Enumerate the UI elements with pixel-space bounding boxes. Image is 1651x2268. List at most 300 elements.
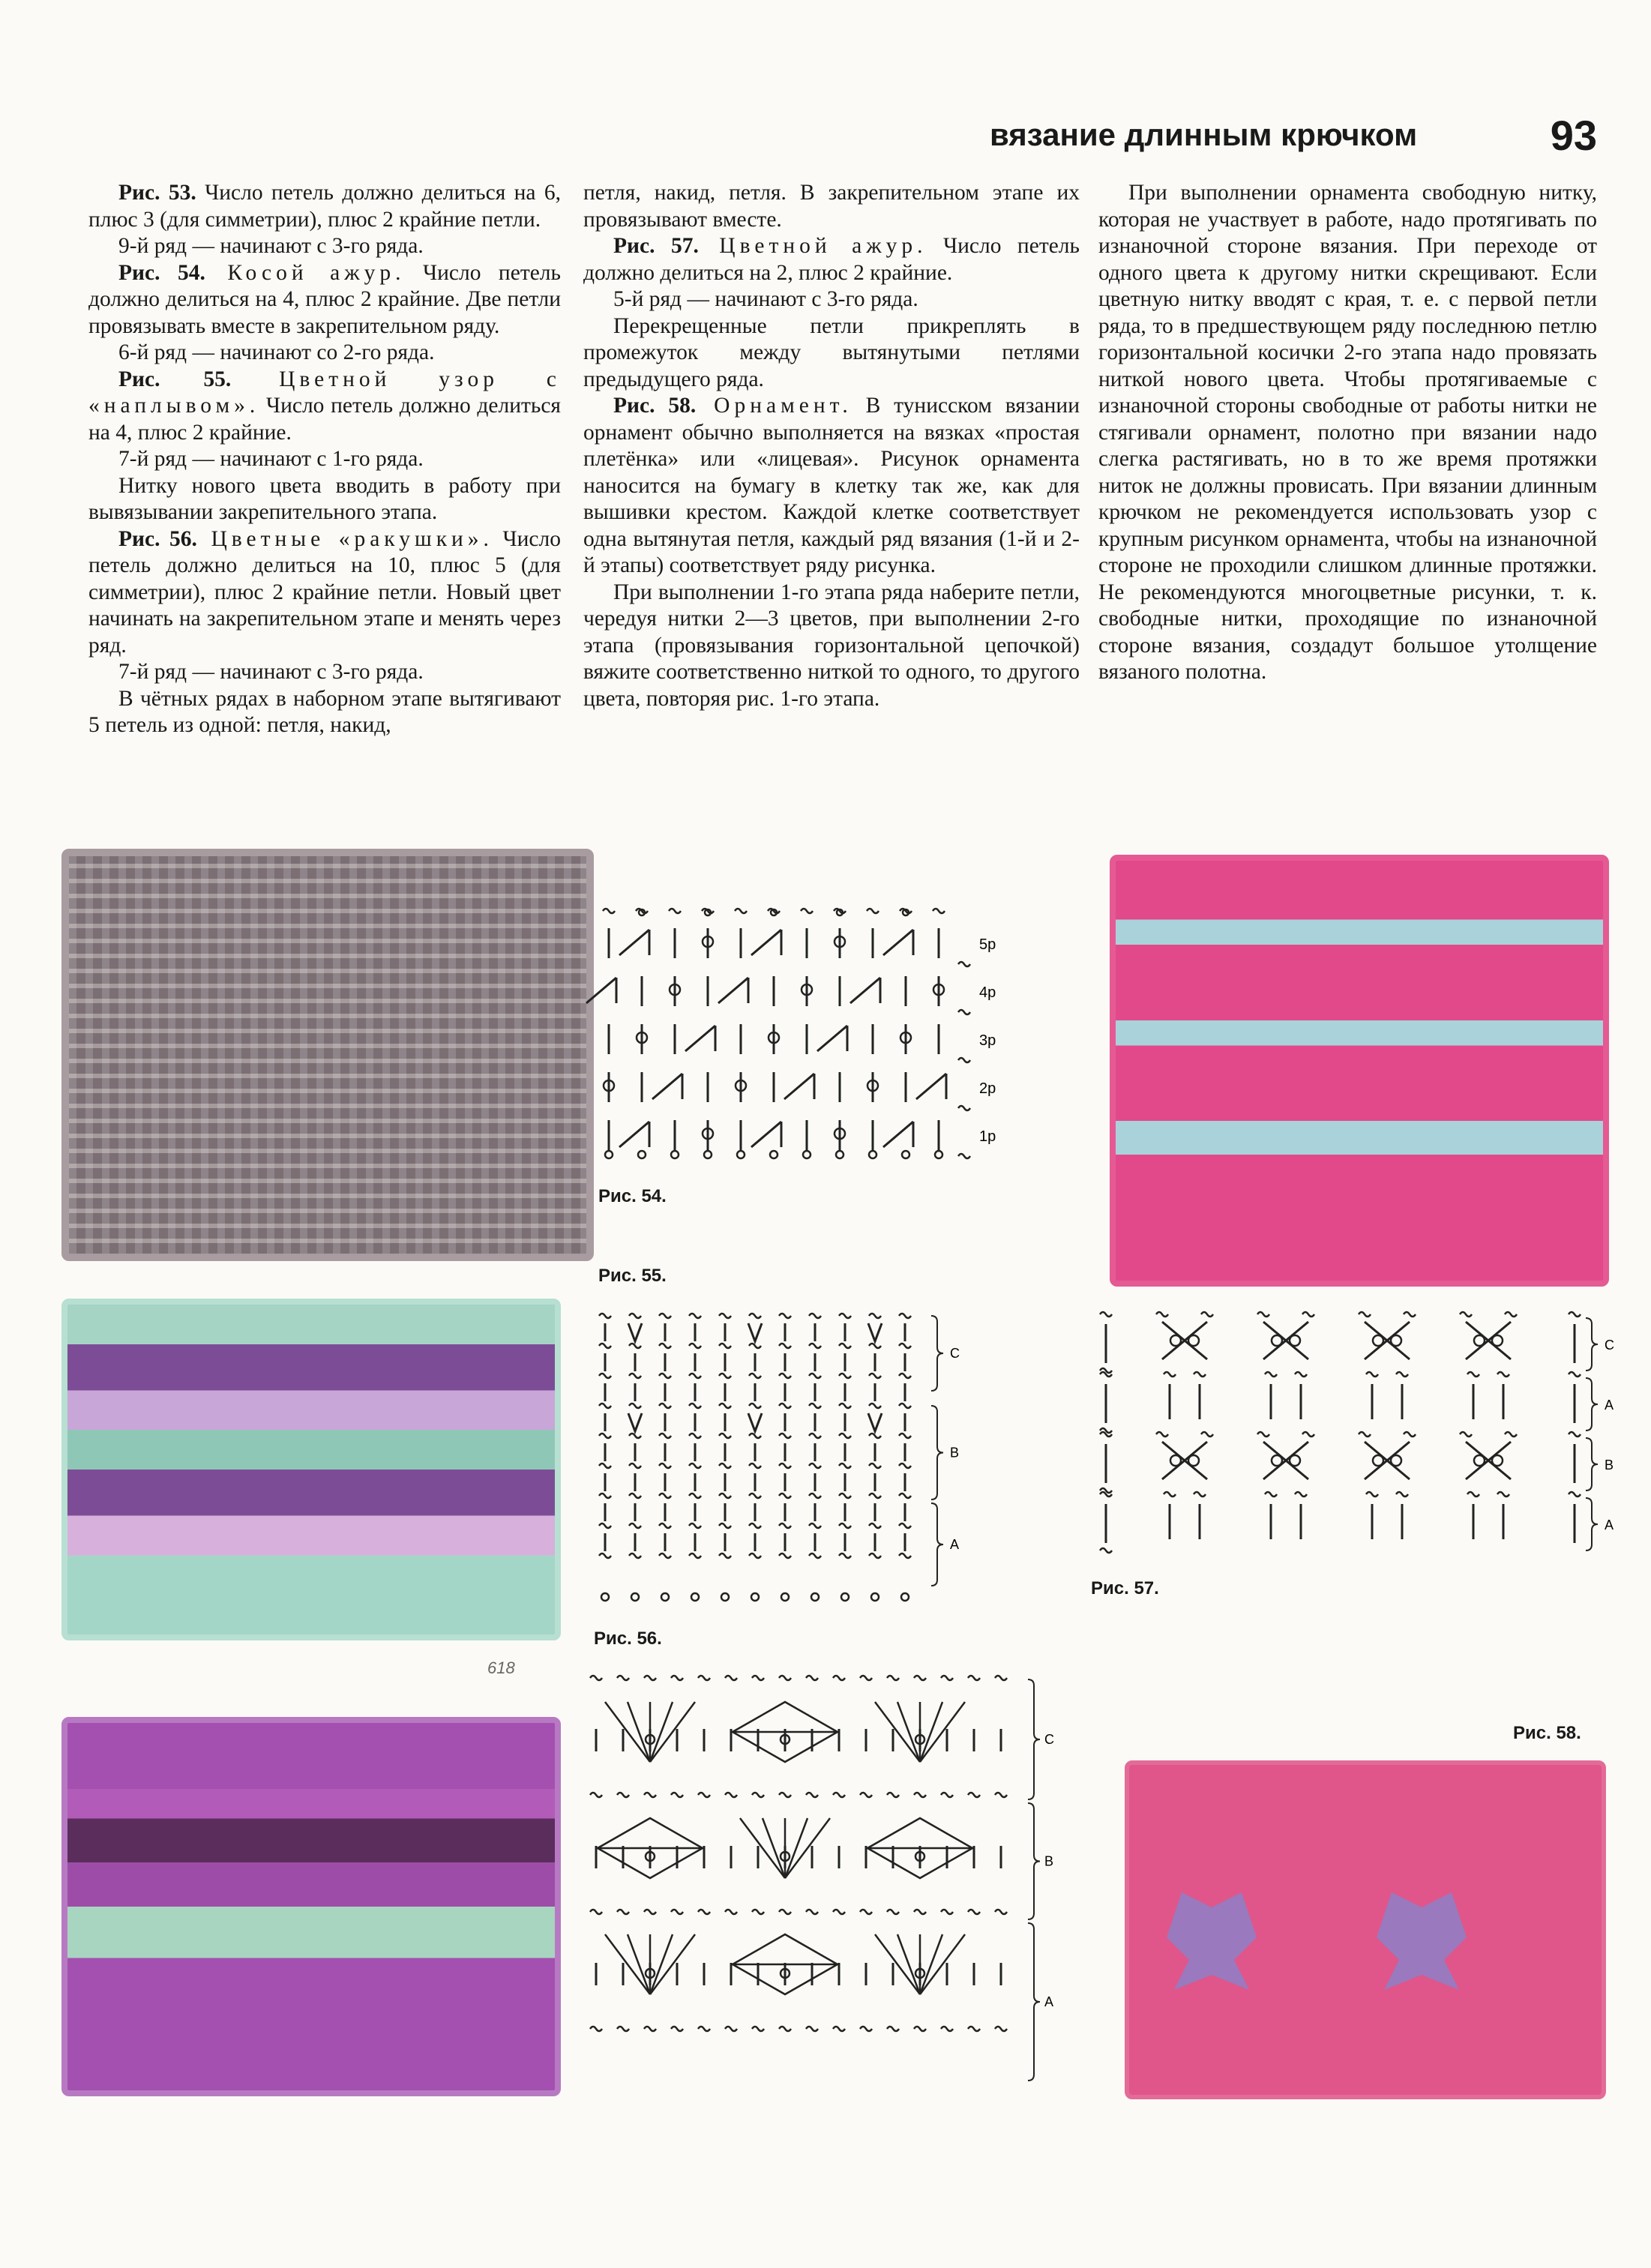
loop-symbol <box>1290 1335 1300 1346</box>
photo-fig58 <box>1125 1760 1606 2099</box>
chain-symbol <box>1497 1492 1509 1497</box>
fan-stitch-symbol <box>785 1818 830 1878</box>
chain-symbol <box>887 2027 899 2031</box>
slant-stitch-symbol <box>883 1122 913 1147</box>
loop-symbol <box>1474 1455 1485 1466</box>
chain-symbol <box>599 1523 611 1528</box>
loop-symbol <box>770 1151 778 1158</box>
chain-symbol <box>689 1314 701 1318</box>
chain-symbol <box>1257 1432 1269 1437</box>
chain-symbol <box>1302 1432 1314 1437</box>
chain-symbol <box>1295 1372 1307 1377</box>
chain-symbol <box>914 1793 926 1797</box>
v-stitch-symbol <box>628 1413 642 1431</box>
chain-symbol <box>689 1404 701 1408</box>
loop-symbol <box>1170 1335 1181 1346</box>
chain-symbol <box>968 1676 980 1680</box>
row-label: 1р <box>979 1128 996 1145</box>
section-label: C <box>950 1346 960 1361</box>
column1-paragraph <box>88 233 561 260</box>
chain-symbol <box>689 1464 701 1468</box>
loop-symbol <box>871 1593 879 1601</box>
loop-symbol <box>869 1151 876 1158</box>
chain-symbol <box>779 1523 791 1528</box>
chain-symbol <box>1201 1312 1213 1317</box>
chain-symbol <box>914 1676 926 1680</box>
chain-symbol <box>995 1793 1007 1797</box>
fan-stitch-symbol <box>740 1818 785 1878</box>
chain-symbol <box>995 1676 1007 1680</box>
paragraph-text: В чётных рядах в наборном этапе вытягивают 5 петель из одной: петля, накид, <box>88 686 561 737</box>
chain-symbol <box>899 1374 911 1378</box>
loop-symbol <box>737 1151 745 1158</box>
fan-stitch-symbol <box>897 1702 920 1762</box>
loop-symbol <box>691 1593 699 1601</box>
chain-symbol <box>869 1404 881 1408</box>
page-number: 93 <box>1550 112 1597 159</box>
fan-stitch-symbol <box>875 1702 920 1762</box>
chain-symbol <box>1505 1432 1517 1437</box>
chain-symbol <box>689 1494 701 1498</box>
chain-symbol <box>806 1676 818 1680</box>
chain-symbol <box>899 1523 911 1528</box>
chain-symbol <box>644 2027 656 2031</box>
pattern-name: Косой ажур. <box>205 260 406 285</box>
paragraph-text: При выполнении 1-го этапа ряда наберите петли, чередуя нитки 2—3 цветов, при выполнении 2-го этапа (провязывания горизонтальной цепочкой) вяжите соответственно ниткой то одного, то другого цвета, повторяя рис. 1-го этапа. <box>583 580 1080 711</box>
brace-symbol <box>1028 1679 1040 1799</box>
chain-symbol <box>914 2027 926 2031</box>
chain-symbol <box>779 1553 791 1558</box>
chain-symbol <box>869 1314 881 1318</box>
paragraph-text: 6-й ряд — начинают со 2-го ряда. <box>118 340 435 364</box>
chain-symbol <box>860 1793 872 1797</box>
chain-symbol <box>629 1314 641 1318</box>
paragraph-text: 5-й ряд — начинают с 3-го ряда. <box>613 287 918 311</box>
chain-symbol <box>590 1676 602 1680</box>
loop-symbol <box>601 1593 609 1601</box>
slant-stitch-symbol <box>784 1074 814 1099</box>
chain-symbol <box>941 1910 953 1914</box>
v-stitch-symbol <box>868 1323 882 1341</box>
chain-symbol <box>725 1676 737 1680</box>
slant-stitch-symbol <box>718 978 748 1003</box>
chain-symbol <box>779 1404 791 1408</box>
chain-symbol <box>806 1910 818 1914</box>
chain-symbol <box>995 2027 1007 2031</box>
chain-symbol <box>629 1523 641 1528</box>
shell-stitch-symbol <box>733 1702 837 1762</box>
chain-symbol <box>719 1553 731 1558</box>
chain-symbol <box>809 1494 821 1498</box>
loop-symbol <box>638 1151 646 1158</box>
column2-paragraph <box>583 313 1080 394</box>
chain-symbol <box>833 1676 845 1680</box>
chain-symbol <box>599 1404 611 1408</box>
column1-paragraph <box>88 180 561 233</box>
chain-symbol <box>806 2027 818 2031</box>
chain-symbol <box>779 1434 791 1438</box>
chain-symbol <box>968 1910 980 1914</box>
chain-symbol <box>752 1793 764 1797</box>
chain-symbol <box>689 1523 701 1528</box>
chain-symbol <box>629 1553 641 1558</box>
slant-stitch-symbol <box>652 1074 682 1099</box>
brace-symbol <box>931 1503 943 1586</box>
brace-symbol <box>1028 1803 1040 1919</box>
text-column-2 <box>583 180 1080 712</box>
loop-symbol <box>605 1151 613 1158</box>
chain-symbol <box>1257 1312 1269 1317</box>
chain-symbol <box>860 1676 872 1680</box>
chain-symbol <box>719 1314 731 1318</box>
chain-symbol <box>689 1553 701 1558</box>
loop-symbol <box>631 1593 639 1601</box>
chain-symbol <box>719 1464 731 1468</box>
loop-symbol <box>661 1593 669 1601</box>
loop-symbol <box>902 1151 909 1158</box>
section-title: вязание длинным крючком <box>990 117 1418 152</box>
chain-symbol <box>839 1553 851 1558</box>
loop-symbol <box>935 1151 942 1158</box>
chain-symbol <box>719 1434 731 1438</box>
chain-symbol <box>867 909 879 913</box>
photo-fig55 <box>61 1299 561 1640</box>
chain-symbol <box>659 1523 671 1528</box>
caption-fig55: Рис. 55. <box>598 1266 667 1286</box>
figure-ref: Рис. 58. <box>613 394 697 418</box>
fan-stitch-symbol <box>650 1702 695 1762</box>
slant-stitch-symbol <box>751 1122 781 1147</box>
chain-symbol <box>806 1793 818 1797</box>
v-stitch-symbol <box>868 1413 882 1431</box>
column2-paragraph <box>583 286 1080 313</box>
paragraph-text: При выполнении орнамента свободную нитку, которая не участвует в работе, надо протягивать по изнаночной стороне вязания. При переходе от одного цвета к другому нитки скрещивают. Если цветную нитку вводят с края, т. е. с первой петли ряда, то в предшествующем ряду последнюю петлю горизонтальной косички 2-го этапа надо провязать ниткой нового цвета. Чтобы протягиваемые с изнаночной стороны свободные от работы нитки не стягивали орнамент, полотно при вязании надо слегка растягивать, но в то же время протяжки ниток не должны провисать. При вязании длинным крючком не рекомендуется использовать узор с крупным рисунком орнамента, чтобы на изнаночной стороне не проходили слишком длинные протяжки. Не рекомендуются многоцветные рисунки, т. к. свободные нитки, проходящие по изнаночной стороне вязания, создадут большое утолщение вязаного полотна. <box>1098 181 1597 684</box>
chain-symbol <box>629 1464 641 1468</box>
chain-symbol <box>603 909 615 913</box>
column2-paragraph <box>583 233 1080 286</box>
caption-fig57: Рис. 57. <box>1091 1578 1159 1598</box>
chain-symbol <box>735 909 747 913</box>
chain-symbol <box>809 1553 821 1558</box>
paragraph-text: 9-й ряд — начинают с 3-го ряда. <box>118 234 424 258</box>
chain-symbol <box>599 1553 611 1558</box>
chain-symbol <box>698 1910 710 1914</box>
chain-symbol <box>659 1404 671 1408</box>
column1-paragraph <box>88 340 561 367</box>
fan-stitch-symbol <box>605 1702 650 1762</box>
loop-symbol <box>1474 1335 1485 1346</box>
chain-symbol <box>779 1314 791 1318</box>
chain-symbol <box>629 1404 641 1408</box>
chain-symbol <box>749 1404 761 1408</box>
chain-symbol <box>1460 1312 1472 1317</box>
page-header <box>975 112 1620 165</box>
chain-symbol <box>933 909 945 913</box>
paragraph-text: Перекрещенные петли прикреплять в промежуток между вытянутыми петлями предыдущего ряда. <box>583 313 1080 391</box>
chain-symbol <box>644 1676 656 1680</box>
fan-stitch-symbol <box>920 1702 965 1762</box>
chain-symbol <box>719 1344 731 1348</box>
chain-symbol <box>899 1434 911 1438</box>
brace-symbol <box>931 1316 943 1391</box>
chain-symbol <box>590 1793 602 1797</box>
column1-paragraph <box>88 526 561 660</box>
chain-symbol <box>958 1154 970 1158</box>
chain-symbol <box>1505 1312 1517 1317</box>
loop-symbol <box>1188 1335 1199 1346</box>
fan-stitch-symbol <box>628 1702 650 1762</box>
loop-symbol <box>1492 1335 1503 1346</box>
chain-symbol <box>779 1494 791 1498</box>
chain-symbol <box>968 2027 980 2031</box>
chain-symbol <box>833 2027 845 2031</box>
chain-symbol <box>801 909 813 913</box>
chain-symbol <box>1100 1548 1112 1553</box>
loop-symbol <box>704 1151 712 1158</box>
chain-symbol <box>860 2027 872 2031</box>
slant-stitch-symbol <box>751 930 781 955</box>
column2-paragraph <box>583 580 1080 713</box>
chain-symbol <box>899 1464 911 1468</box>
brace-symbol <box>1586 1378 1598 1431</box>
chain-symbol <box>809 1374 821 1378</box>
brace-symbol <box>1586 1318 1598 1371</box>
diagram-fig56 <box>585 1672 1095 2092</box>
chain-symbol <box>1164 1372 1176 1377</box>
diagram-fig57 <box>1087 1303 1620 1565</box>
chain-symbol <box>1366 1492 1378 1497</box>
loop-symbol <box>781 1593 789 1601</box>
chain-symbol <box>899 1494 911 1498</box>
diagram-fig54 <box>594 903 996 1166</box>
chain-symbol <box>1156 1312 1168 1317</box>
loop-symbol <box>1290 1455 1300 1466</box>
chain-symbol <box>590 1910 602 1914</box>
column2-paragraph <box>583 393 1080 580</box>
chain-symbol <box>899 1404 911 1408</box>
chain-symbol <box>752 2027 764 2031</box>
fan-stitch-symbol <box>763 1818 785 1878</box>
chain-symbol <box>1396 1492 1408 1497</box>
section-label: A <box>1044 1994 1054 2009</box>
chain-symbol <box>887 1793 899 1797</box>
chain-symbol <box>671 1676 683 1680</box>
chain-symbol <box>719 1523 731 1528</box>
chain-symbol <box>869 1374 881 1378</box>
chain-symbol <box>941 2027 953 2031</box>
chain-symbol <box>914 1910 926 1914</box>
slant-stitch-symbol <box>916 1074 946 1099</box>
section-label: A <box>950 1537 960 1552</box>
chain-symbol <box>659 1314 671 1318</box>
chain-symbol <box>887 1676 899 1680</box>
loop-symbol <box>1272 1335 1282 1346</box>
photo-fig53 <box>61 849 594 1261</box>
loop-symbol <box>811 1593 819 1601</box>
loop-symbol <box>1373 1335 1383 1346</box>
paragraph-text: Число петель должно делиться на 2, плюс 2 крайние. <box>583 234 1080 285</box>
chain-symbol <box>809 1434 821 1438</box>
chain-symbol <box>779 1344 791 1348</box>
chain-symbol <box>839 1344 851 1348</box>
chain-symbol <box>809 1464 821 1468</box>
chain-symbol <box>749 1314 761 1318</box>
brace-symbol <box>1028 1923 1040 2081</box>
chain-symbol <box>1164 1492 1176 1497</box>
loop-symbol <box>671 1151 679 1158</box>
section-label: A <box>1605 1398 1614 1413</box>
chain-symbol <box>698 2027 710 2031</box>
chain-symbol <box>1265 1372 1277 1377</box>
chain-symbol <box>1460 1432 1472 1437</box>
fan-stitch-symbol <box>785 1818 808 1878</box>
chain-symbol <box>839 1434 851 1438</box>
chain-symbol <box>1295 1492 1307 1497</box>
column1-paragraph <box>88 367 561 447</box>
loop-symbol <box>1188 1455 1199 1466</box>
row-label: 5р <box>979 936 996 953</box>
chain-symbol <box>1366 1372 1378 1377</box>
pattern-name: Орнамент. <box>696 394 852 418</box>
row-label: 2р <box>979 1080 996 1097</box>
chain-symbol <box>1396 1372 1408 1377</box>
caption-fig56: Рис. 56. <box>594 1628 662 1649</box>
slant-stitch-symbol <box>883 930 913 955</box>
chain-symbol <box>719 1494 731 1498</box>
chain-symbol <box>629 1494 641 1498</box>
paragraph-text: Нитку нового цвета вводить в работу при вывязывании закрепительного этапа. <box>88 473 561 524</box>
chain-symbol <box>1359 1312 1371 1317</box>
chain-symbol <box>617 2027 629 2031</box>
chain-symbol <box>599 1464 611 1468</box>
shell-stitch-symbol <box>867 1818 972 1878</box>
chain-symbol <box>1201 1432 1213 1437</box>
chain-symbol <box>779 1374 791 1378</box>
chain-symbol <box>1100 1312 1112 1317</box>
handwriting-note: 618 <box>487 1658 515 1677</box>
chain-symbol <box>749 1374 761 1378</box>
brace-symbol <box>1586 1498 1598 1550</box>
fan-stitch-symbol <box>920 1702 942 1762</box>
chain-symbol <box>1497 1372 1509 1377</box>
paragraph-text: 7-й ряд — начинают с 1-го ряда. <box>118 447 424 471</box>
fan-stitch-symbol <box>875 1934 920 1994</box>
loop-symbol <box>901 1593 909 1601</box>
chain-symbol <box>899 1344 911 1348</box>
brace-symbol <box>931 1406 943 1500</box>
chain-symbol <box>869 1494 881 1498</box>
chain-symbol <box>1359 1432 1371 1437</box>
figure-ref: Рис. 56. <box>118 526 197 551</box>
chain-symbol <box>860 1910 872 1914</box>
column1-paragraph <box>88 686 561 739</box>
chain-symbol <box>1404 1312 1416 1317</box>
photo-fig57 <box>1110 855 1609 1287</box>
chain-symbol <box>671 1793 683 1797</box>
text-column-3 <box>1098 180 1597 686</box>
chain-symbol <box>617 1793 629 1797</box>
chain-symbol <box>659 1374 671 1378</box>
chain-symbol <box>779 1910 791 1914</box>
chain-symbol <box>617 1676 629 1680</box>
chain-symbol <box>839 1314 851 1318</box>
chain-symbol <box>839 1374 851 1378</box>
figure-ref: Рис. 55. <box>118 367 232 391</box>
chain-symbol <box>617 1910 629 1914</box>
chain-symbol <box>719 1374 731 1378</box>
loop-symbol <box>1391 1335 1401 1346</box>
loop-symbol <box>1272 1455 1282 1466</box>
row-label: 3р <box>979 1032 996 1049</box>
paragraph-text: 7-й ряд — начинают с 3-го ряда. <box>118 660 424 684</box>
chain-symbol <box>1467 1372 1479 1377</box>
chain-symbol <box>899 1553 911 1558</box>
fan-stitch-symbol <box>920 1934 965 1994</box>
paragraph-text: Число петель должно делиться на 10, плюс 5 (для симметрии), плюс 2 крайние петли. Новый цвет начинать на закрепительном этапе и менять через ряд. <box>88 526 561 658</box>
chain-symbol <box>659 1553 671 1558</box>
column3-paragraph <box>1098 180 1597 686</box>
section-label: A <box>1605 1517 1614 1532</box>
chain-symbol <box>941 1676 953 1680</box>
chain-symbol <box>698 1676 710 1680</box>
figure-ref: Рис. 57. <box>613 234 699 258</box>
paragraph-text: Число петель должно делиться на 6, плюс 3 (для симметрии), плюс 2 крайние петли. <box>88 181 561 232</box>
slant-stitch-symbol <box>850 978 880 1003</box>
chain-symbol <box>689 1344 701 1348</box>
chain-symbol <box>698 1793 710 1797</box>
figure-ref: Рис. 54. <box>118 260 205 285</box>
figure-ref: Рис. 53. <box>118 181 196 205</box>
chain-symbol <box>671 2027 683 2031</box>
chain-symbol <box>1569 1492 1581 1497</box>
chain-symbol <box>1569 1432 1581 1437</box>
chain-symbol <box>809 1314 821 1318</box>
chain-symbol <box>958 1106 970 1110</box>
chain-symbol <box>749 1494 761 1498</box>
chain-symbol <box>899 1314 911 1318</box>
loop-symbol <box>841 1593 849 1601</box>
paragraph-text: В тунисском вязании орнамент обычно выполняется на вязках «простая плетёнка» или «лицевая». Рисунок орнамента наносится на бумагу в клетку так же, как для вышивки крестом. Каждой клетке соответствует одна вытянутая петля, каждый ряд вязания (1-й и 2-й этапы) соответствует ряду рисунка. <box>583 394 1080 577</box>
paragraph-text: Число петель должно делиться на 4, плюс 2 крайние. Две петли провязывать вместе в закрепительном ряду. <box>88 260 561 338</box>
paragraph-text: петля, накид, петля. В закрепительном этапе их провязывают вместе. <box>583 181 1080 232</box>
chain-symbol <box>1569 1372 1581 1377</box>
chain-symbol <box>869 1553 881 1558</box>
section-label: B <box>1044 1853 1054 1869</box>
fan-stitch-symbol <box>605 1934 650 1994</box>
chain-symbol <box>833 1793 845 1797</box>
loop-symbol <box>1373 1455 1383 1466</box>
pattern-name: Цветной узор с «наплывом». <box>88 367 561 418</box>
chain-symbol <box>629 1374 641 1378</box>
loop-symbol <box>1170 1455 1181 1466</box>
chain-symbol <box>869 1464 881 1468</box>
chain-symbol <box>833 1910 845 1914</box>
chain-symbol <box>958 962 970 966</box>
chain-symbol <box>809 1404 821 1408</box>
chain-symbol <box>1467 1492 1479 1497</box>
section-label: C <box>1605 1338 1614 1353</box>
chain-symbol <box>779 1464 791 1468</box>
chain-symbol <box>809 1344 821 1348</box>
fan-stitch-symbol <box>650 1934 695 1994</box>
chain-symbol <box>749 1464 761 1468</box>
chain-symbol <box>599 1374 611 1378</box>
fan-stitch-symbol <box>897 1934 920 1994</box>
chain-symbol <box>752 1676 764 1680</box>
shell-stitch-symbol <box>598 1818 703 1878</box>
column2-paragraph <box>583 180 1080 233</box>
loop-symbol <box>721 1593 729 1601</box>
